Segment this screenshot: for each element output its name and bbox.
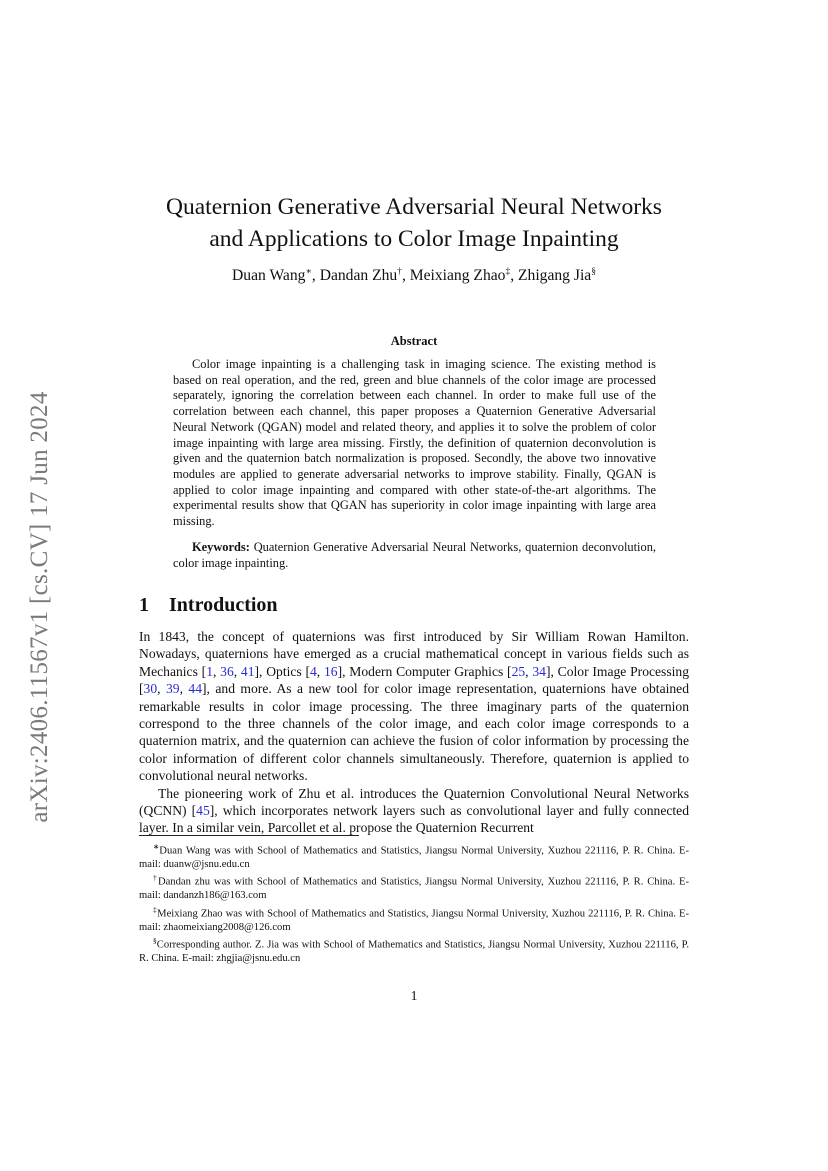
citation-link[interactable]: 39: [165, 681, 180, 697]
author-mark: †: [397, 267, 402, 277]
arxiv-sidebar-stamp: [18, 362, 62, 852]
footnote-text: Corresponding author. Z. Jia was with School of Mathematics and Statistics, Jiangsu Normal University, Xuzhou 221116, P. R. China. E-mail: zhgjia@jsnu.edu.cn: [139, 939, 689, 964]
keywords-text: Quaternion Generative Adversarial Neural Networks, quaternion deconvolution, color image inpainting.: [173, 540, 656, 570]
section-title: Introduction: [169, 594, 278, 616]
section-number: 1: [139, 594, 149, 616]
citation-link[interactable]: 16: [323, 663, 338, 679]
footnote-text: Meixiang Zhao was with School of Mathematics and Statistics, Jiangsu Normal University, Xuzhou 221116, P. R. China. E-mail: zhaomeixiang2008@126.com: [139, 908, 690, 933]
text-run: ], Modern Computer Graphics [: [337, 663, 512, 679]
footnote-divider: [139, 835, 359, 836]
arxiv-id: arXiv:2406.11567v1 [cs.CV] 17 Jun 2024: [26, 391, 53, 823]
footnote-mark: †: [153, 873, 158, 883]
footnote: [139, 840, 689, 871]
keywords: [173, 540, 656, 571]
text-run: ,: [212, 663, 221, 679]
citation-link[interactable]: 34: [532, 663, 546, 679]
footnote-text: Dandan zhu was with School of Mathematics and Statistics, Jiangsu Normal University, Xuzhou 221116, P. R. China. E-mail: dandanzh186@163.com: [139, 876, 689, 902]
author-name: Zhigang Jia: [518, 267, 592, 285]
text-run: ,: [525, 663, 533, 679]
text-run: The pioneering work of Zhu et al. introduces the Quaternion Convolutional Neural Networks (QCNN) [: [139, 785, 689, 819]
intro-paragraph: [139, 785, 689, 837]
footnote: [139, 871, 689, 902]
text-run: ], which incorporates network layers such as convolutional layer and fully connected layer. In a similar vein, Parcollet et al. propose the Quaternion Recurrent: [139, 803, 690, 836]
intro-paragraph: [139, 628, 689, 785]
footnote-mark: ∗: [153, 842, 160, 851]
citation-link[interactable]: 4: [310, 663, 317, 679]
author-name: Meixiang Zhao: [409, 267, 506, 285]
author-mark: ∗: [305, 267, 312, 277]
author-mark: §: [591, 267, 596, 277]
author-mark: ‡: [505, 267, 511, 277]
text-run: ], Color Image Processing [: [139, 663, 690, 697]
section-heading: [139, 594, 278, 617]
abstract-heading: Abstract: [390, 334, 438, 348]
keywords-label: Keywords:: [192, 540, 250, 554]
text-run: In 1843, the concept of quaternions was first introduced by Sir William Rowan Hamilton. Nowadays, quaternions have emerged as a crucial mathematical concept in various fields such as Mechanics [: [139, 629, 689, 679]
footnotes: [139, 840, 689, 965]
text-run: ,: [233, 663, 241, 679]
title-line-1: Quaternion Generative Adversarial Neural Networks: [166, 194, 662, 220]
page-number: 1: [410, 988, 418, 1003]
text-run: ,: [157, 681, 166, 697]
author-name: Dandan Zhu: [319, 267, 398, 285]
citation-link[interactable]: 44: [188, 681, 202, 697]
author-list: Duan Wang∗, Dandan Zhu†, Meixiang Zhao‡, Zhigang Jia§: [232, 267, 596, 285]
author-name: Duan Wang: [232, 267, 306, 285]
intro-body: [139, 628, 689, 837]
text-run: ,: [316, 663, 324, 679]
citation-link[interactable]: 36: [220, 663, 234, 679]
citation-link[interactable]: 41: [240, 663, 255, 679]
title-line-2: and Applications to Color Image Inpainting: [209, 226, 619, 252]
footnote: [139, 903, 689, 934]
footnote-mark: §: [153, 936, 157, 946]
citation-link[interactable]: 1: [206, 663, 213, 679]
paper-title: [120, 191, 708, 255]
footnote-mark: ‡: [153, 904, 158, 914]
abstract-text: Color image inpainting is a challenging task in imaging science. The existing method is based on real operation, and the red, green and blue channels of the color image are processed separately, ignoring the correlation between each channel. In order to make full use of the correlation between each channel, this paper proposes a Quaternion Generative Adversarial Neural Network (QGAN) model and related theory, and applies it to solve the problem of color image inpainting with large area missing. Firstly, the definition of quaternion deconvolution is given and the quaternion batch normalization is proposed. Secondly, the above two innovative modules are applied to generate adversarial networks to improve stability. Finally, QGAN is applied to color image inpainting and compared with other state-of-the-art algorithms. The experimental results show that QGAN has superiority in color image inpainting with large area missing.: [173, 357, 656, 529]
citation-link[interactable]: 25: [511, 663, 526, 679]
footnote-text: Duan Wang was with School of Mathematics and Statistics, Jiangsu Normal University, Xuzhou 221116, P. R. China. E-mail: duanw@jsnu.edu.cn: [139, 845, 689, 870]
text-run: ], and more. As a new tool for color image representation, quaternions have obtained remarkable results in color image processing. The three imaginary parts of the quaternion correspond to the three channels of the color image, and each color image corresponds to a quaternion matrix, and the quaternion can achieve the fusion of color information by processing the color information of different color channels simultaneously. Therefore, quaternion is applied to convolutional neural networks.: [139, 681, 690, 784]
text-run: ,: [179, 681, 189, 697]
citation-link[interactable]: 45: [196, 803, 210, 819]
footnote: [139, 934, 689, 965]
text-run: ], Optics [: [254, 663, 310, 679]
citation-link[interactable]: 30: [143, 681, 158, 697]
